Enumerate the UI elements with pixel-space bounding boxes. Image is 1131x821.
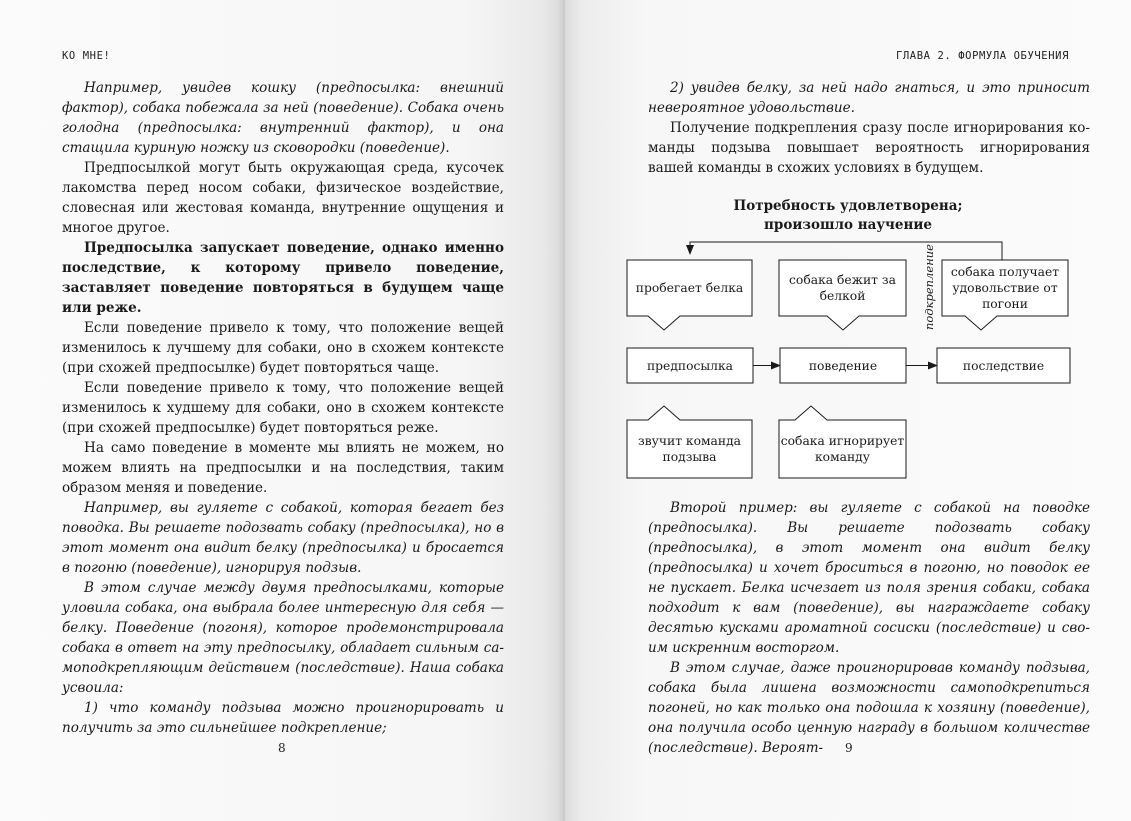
paragraph: Если поведение привело к тому, что положение вещей изменилось к лучшему для собаки, оно в схожем контексте (при схожей предпосылке) будет повторяться чаще. bbox=[62, 320, 504, 376]
top-box-3-label: собака получает удовольствие от погони bbox=[950, 265, 1060, 311]
paragraph: 2) увидев белку, за ней надо гнаться, и это приносит невероятное удовольствие. bbox=[648, 80, 1090, 116]
bottom-box-2-label: собака игнорирует команду bbox=[780, 434, 905, 464]
mid-box-2-label: поведение bbox=[808, 358, 878, 373]
left-body-text bbox=[62, 78, 504, 738]
paragraph: Если поведение привело к тому, что положение вещей изменилось к худшему для собаки, оно в схожем контексте (при схожей предпосылке) будет повторяться реже. bbox=[62, 380, 504, 436]
bottom-box-1-label: звучит команда подзыва bbox=[638, 434, 741, 464]
paragraph: На само поведение в моменте мы влиять не можем, но можем влиять на предпосылки и на последствия, таким образом меняя и поведение. bbox=[62, 440, 504, 496]
paragraph: Второй пример: вы гуляете с собакой на поводке (предпосылка). Вы решаете подозвать собаку (предпосылка), в этот момент она видит белку (предпосылка) и хочет броситься в погоню, но поводок ее не пускает. Белка исчезает из поля зрения собаки, собака подходит к вам (поведение), вы награждаете собаку десятью кусками ароматной сосиски (последствие) и своим искренним восторгом. bbox=[648, 500, 1090, 656]
top-box-2-label: собака бежит за белкой bbox=[789, 273, 896, 303]
feedback-arrow bbox=[690, 242, 1002, 260]
top-box-1-label: пробегает белка bbox=[635, 281, 744, 295]
diagram-title-line2: произошло научение bbox=[764, 217, 932, 233]
paragraph: Предпосылка запускает поведение, однако именно последствие, к которому привело поведение, заставляет поведение повторяться в будущем чаще или реже. bbox=[62, 240, 504, 316]
paragraph: Например, увидев кошку (предпосылка: внешний фактор), собака побежала за ней (поведение). Собака очень голодна (предпосылка: внутренний фактор), и она стащила куриную ножку из сковородки (поведение). bbox=[62, 80, 504, 156]
mid-box-3-label: последствие bbox=[962, 358, 1045, 373]
running-head-right: ГЛАВА 2. ФОРМУЛА ОБУЧЕНИЯ bbox=[895, 50, 1069, 62]
page-number-left: 8 bbox=[278, 741, 286, 755]
paragraph: Получение подкрепления сразу после игнорирования команды подзыва повышает вероятность игнорирования вашей команды в схожих условиях в будущем. bbox=[648, 120, 1090, 176]
reinforcement-label: подкрепление bbox=[922, 244, 936, 330]
diagram-title-line1: Потребность удовлетворена; bbox=[733, 198, 963, 214]
paragraph: В этом случае, даже проигнорировав команду подзыва, собака была лишена возможности самоподкрепиться погоней, но как только она подошла к хозяину (поведение), она получила особо ценную награду в большом количестве (последствие). Вероят- bbox=[648, 660, 1090, 756]
paragraph: Предпосылкой могут быть окружающая среда, кусочек лакомства перед носом собаки, физическое воздействие, словесная или жестовая команда, внутренние ощущения и многое другое. bbox=[62, 160, 504, 236]
learning-diagram bbox=[565, 190, 1131, 480]
right-body-text-bottom bbox=[648, 498, 1090, 758]
running-head-left: КО МНЕ! bbox=[62, 50, 111, 62]
paragraph: 1) что команду подзыва можно проигнорировать и получить за это сильнейшее подкрепление; bbox=[62, 700, 504, 736]
paragraph: В этом случае между двумя предпосылками, которые уловила собака, она выбрала более интересную для себя — белку. Поведение (погоня), которое продемонстрировала собака в ответ на эту предпосылку, обладает сильным самоподкрепляющим действием (последствие). Наша собака усвоила: bbox=[62, 580, 504, 696]
left-page bbox=[0, 0, 565, 821]
mid-box-1-label: предпосылка bbox=[646, 358, 734, 373]
paragraph: Например, вы гуляете с собакой, которая бегает без поводка. Вы решаете подозвать собаку (предпосылка), но в этот момент она видит белку (предпосылка) и бросается в погоню (поведение), игнорируя подзыв. bbox=[62, 500, 504, 576]
right-page bbox=[565, 0, 1131, 821]
page-number-right: 9 bbox=[845, 741, 853, 755]
right-body-text-top bbox=[648, 78, 1090, 178]
